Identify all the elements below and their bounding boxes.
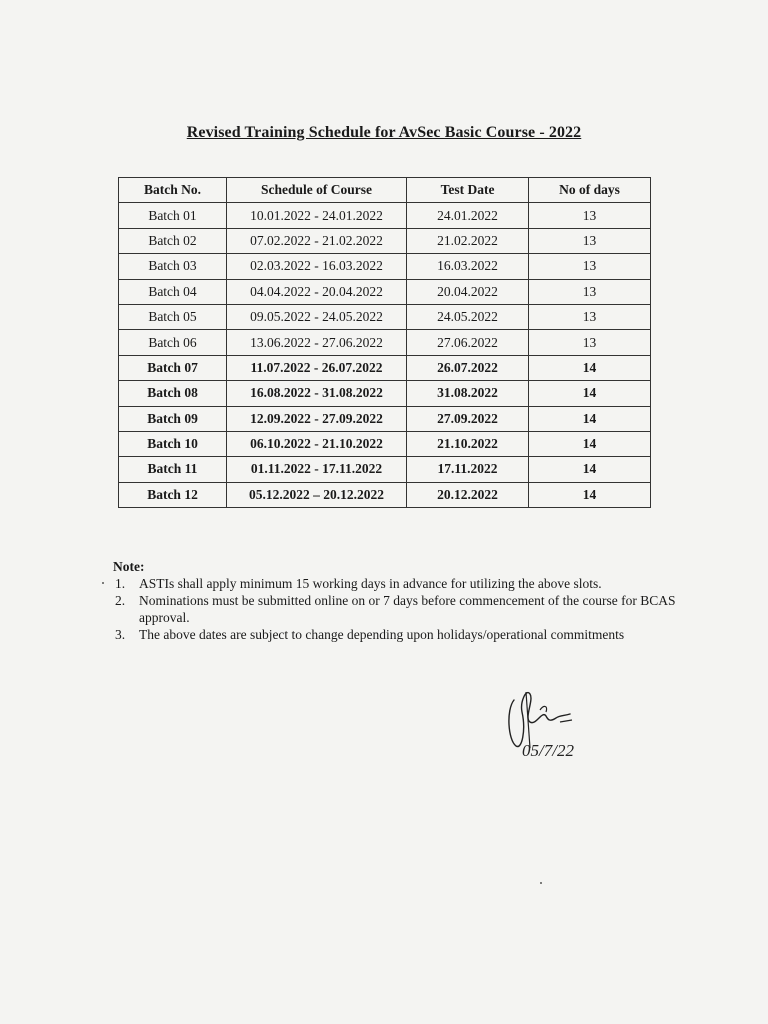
note-number: 3. bbox=[115, 627, 126, 642]
document-title: Revised Training Schedule for AvSec Basic Course - 2022 bbox=[186, 124, 582, 141]
cell-batch-no: Batch 08 bbox=[119, 381, 227, 406]
cell-test-date: 24.01.2022 bbox=[407, 203, 529, 228]
cell-no-of-days: 13 bbox=[529, 254, 651, 279]
scan-speck bbox=[540, 882, 542, 884]
cell-schedule: 11.07.2022 - 26.07.2022 bbox=[227, 355, 407, 380]
note-text: Nominations must be submitted online on or 7 days before commencement of the course for BCAS approval. bbox=[139, 593, 676, 625]
cell-test-date: 26.07.2022 bbox=[407, 355, 529, 380]
cell-batch-no: Batch 03 bbox=[119, 254, 227, 279]
cell-no-of-days: 14 bbox=[529, 482, 651, 507]
header-no-of-days: No of days bbox=[529, 178, 651, 203]
cell-no-of-days: 13 bbox=[529, 228, 651, 253]
note-number: 1. bbox=[115, 576, 126, 591]
note-text: The above dates are subject to change depending upon holidays/operational commitments bbox=[139, 627, 625, 642]
cell-test-date: 27.06.2022 bbox=[407, 330, 529, 355]
schedule-table bbox=[118, 177, 651, 508]
cell-batch-no: Batch 09 bbox=[119, 406, 227, 431]
note-text: ASTIs shall apply minimum 15 working days in advance for utilizing the above slots. bbox=[139, 576, 602, 591]
cell-test-date: 21.02.2022 bbox=[407, 228, 529, 253]
table-header-row bbox=[119, 178, 651, 203]
cell-schedule: 04.04.2022 - 20.04.2022 bbox=[227, 279, 407, 304]
cell-no-of-days: 14 bbox=[529, 381, 651, 406]
cell-schedule: 06.10.2022 - 21.10.2022 bbox=[227, 431, 407, 456]
table-row bbox=[119, 381, 651, 406]
cell-batch-no: Batch 01 bbox=[119, 203, 227, 228]
table-row bbox=[119, 431, 651, 456]
cell-test-date: 27.09.2022 bbox=[407, 406, 529, 431]
table-row bbox=[119, 228, 651, 253]
cell-batch-no: Batch 05 bbox=[119, 304, 227, 329]
table-row bbox=[119, 355, 651, 380]
header-test-date: Test Date bbox=[407, 178, 529, 203]
cell-test-date: 20.04.2022 bbox=[407, 279, 529, 304]
cell-no-of-days: 13 bbox=[529, 203, 651, 228]
cell-no-of-days: 13 bbox=[529, 304, 651, 329]
cell-no-of-days: 14 bbox=[529, 406, 651, 431]
note-item bbox=[113, 626, 713, 643]
scan-speck bbox=[102, 582, 104, 584]
cell-no-of-days: 14 bbox=[529, 457, 651, 482]
table-row bbox=[119, 457, 651, 482]
header-batch-no: Batch No. bbox=[119, 178, 227, 203]
cell-schedule: 09.05.2022 - 24.05.2022 bbox=[227, 304, 407, 329]
table-row bbox=[119, 482, 651, 507]
cell-schedule: 05.12.2022 – 20.12.2022 bbox=[227, 482, 407, 507]
cell-test-date: 17.11.2022 bbox=[407, 457, 529, 482]
cell-batch-no: Batch 04 bbox=[119, 279, 227, 304]
note-item bbox=[113, 575, 713, 592]
note-number: 2. bbox=[115, 593, 126, 608]
cell-batch-no: Batch 12 bbox=[119, 482, 227, 507]
table-row bbox=[119, 203, 651, 228]
signature bbox=[500, 670, 620, 770]
cell-schedule: 01.11.2022 - 17.11.2022 bbox=[227, 457, 407, 482]
table-row bbox=[119, 254, 651, 279]
cell-test-date: 16.03.2022 bbox=[407, 254, 529, 279]
cell-schedule: 02.03.2022 - 16.03.2022 bbox=[227, 254, 407, 279]
cell-schedule: 07.02.2022 - 21.02.2022 bbox=[227, 228, 407, 253]
cell-batch-no: Batch 06 bbox=[119, 330, 227, 355]
cell-no-of-days: 13 bbox=[529, 279, 651, 304]
table-row bbox=[119, 330, 651, 355]
cell-schedule: 12.09.2022 - 27.09.2022 bbox=[227, 406, 407, 431]
table-row bbox=[119, 304, 651, 329]
notes-heading: Note: bbox=[113, 559, 145, 574]
cell-test-date: 21.10.2022 bbox=[407, 431, 529, 456]
cell-batch-no: Batch 02 bbox=[119, 228, 227, 253]
cell-schedule: 13.06.2022 - 27.06.2022 bbox=[227, 330, 407, 355]
cell-test-date: 20.12.2022 bbox=[407, 482, 529, 507]
schedule-table-body bbox=[119, 203, 651, 508]
cell-batch-no: Batch 07 bbox=[119, 355, 227, 380]
cell-schedule: 10.01.2022 - 24.01.2022 bbox=[227, 203, 407, 228]
header-schedule: Schedule of Course bbox=[227, 178, 407, 203]
cell-batch-no: Batch 11 bbox=[119, 457, 227, 482]
cell-schedule: 16.08.2022 - 31.08.2022 bbox=[227, 381, 407, 406]
table-row bbox=[119, 279, 651, 304]
cell-batch-no: Batch 10 bbox=[119, 431, 227, 456]
cell-test-date: 24.05.2022 bbox=[407, 304, 529, 329]
signature-date: 05/7/22 bbox=[522, 741, 574, 760]
table-row bbox=[119, 406, 651, 431]
notes-section bbox=[113, 558, 713, 643]
cell-no-of-days: 14 bbox=[529, 355, 651, 380]
cell-no-of-days: 13 bbox=[529, 330, 651, 355]
cell-no-of-days: 14 bbox=[529, 431, 651, 456]
notes-list bbox=[113, 575, 713, 643]
note-item bbox=[113, 592, 713, 626]
cell-test-date: 31.08.2022 bbox=[407, 381, 529, 406]
